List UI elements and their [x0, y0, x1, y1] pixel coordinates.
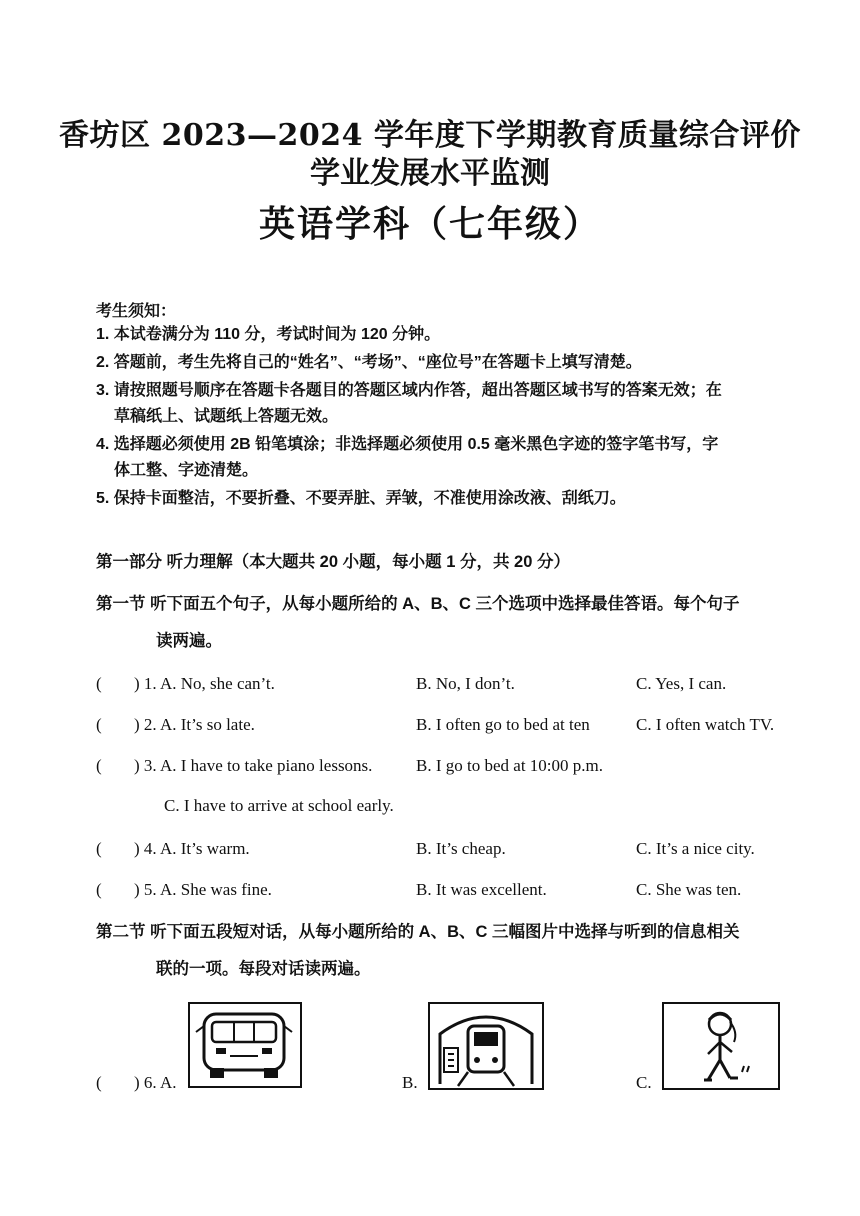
- notice-item-3: 3. 请按照题号顺序在答题卡各题目的答题区域内作答，超出答题区域书写的答案无效；在: [96, 382, 722, 399]
- q1-option-a: ) 1. A. No, she can’t.: [134, 674, 275, 693]
- q1-option-c: C. Yes, I can.: [636, 674, 727, 693]
- notice-item-5: 5. 保持卡面整洁，不要折叠、不要弄脏、弄皱，不准使用涂改液、刮纸刀。: [96, 490, 626, 507]
- section2-instructions: [96, 918, 796, 979]
- section1-line2: 读两遍。: [156, 632, 222, 650]
- q1-option-b: B. No, I don’t.: [416, 674, 515, 693]
- q4-option-c: C. It’s a nice city.: [636, 839, 755, 858]
- q5-option-c: C. She was ten.: [636, 880, 742, 899]
- q6-option-b-label: B.: [402, 1073, 418, 1092]
- q2-option-a: ) 2. A. It’s so late.: [134, 715, 255, 734]
- subway-picture: [428, 1002, 544, 1090]
- q6-option-c-label: C.: [636, 1073, 652, 1092]
- notice-heading: 考生须知：: [96, 303, 177, 320]
- walking-picture: [662, 1002, 780, 1090]
- exam-title-line2: 学业发展水平监测: [310, 156, 550, 191]
- q3-option-b: B. I go to bed at 10:00 p.m.: [416, 756, 603, 775]
- section1-instructions: [96, 590, 796, 651]
- q5-option-a: ) 5. A. She was fine.: [134, 880, 272, 899]
- notice-item-3-cont: 草稿纸上、试题纸上答题无效。: [114, 408, 339, 425]
- answer-paren: (: [96, 1073, 102, 1092]
- q2-option-c: C. I often watch TV.: [636, 715, 775, 734]
- q4-option-b: B. It’s cheap.: [416, 839, 506, 858]
- notice-item-2: 2. 答题前，考生先将自己的“姓名”、“考场”、“座位号”在答题卡上填写清楚。: [96, 354, 642, 371]
- q4-option-a: ) 4. A. It’s warm.: [134, 839, 250, 858]
- subway-icon: [430, 1004, 542, 1088]
- part1-heading: 第一部分 听力理解（本大题共 20 小题，每小题 1 分，共 20 分）: [96, 553, 570, 571]
- notice-item-1: 1. 本试卷满分为 110 分，考试时间为 120 分钟。: [96, 326, 441, 343]
- q3-option-c: C. I have to arrive at school early.: [164, 796, 394, 815]
- exam-title-line1: 香坊区 2023—2024 学年度下学期教育质量综合评价: [59, 118, 801, 153]
- q5-option-b: B. It was excellent.: [416, 880, 547, 899]
- walking-girl-icon: [664, 1004, 778, 1088]
- q6-label: ) 6. A.: [134, 1073, 177, 1092]
- section2-line1: 第二节 听下面五段短对话，从每小题所给的 A、B、C 三幅图片中选择与听到的信息相关: [96, 923, 740, 941]
- exam-subject-title: 英语学科（七年级）: [258, 203, 601, 245]
- answer-paren: (: [96, 839, 102, 858]
- section1-line1: 第一节 听下面五个句子，从每小题所给的 A、B、C 三个选项中选择最佳答语。每个句子: [96, 595, 740, 613]
- q2-option-b: B. I often go to bed at ten: [416, 715, 590, 734]
- answer-paren: (: [96, 674, 102, 693]
- answer-paren: (: [96, 880, 102, 899]
- section2-line2: 联的一项。每段对话读两遍。: [156, 960, 371, 978]
- bus-icon: [190, 1004, 300, 1086]
- notice-item-4-cont: 体工整、字迹清楚。: [114, 462, 259, 479]
- answer-paren: (: [96, 715, 102, 734]
- notice-item-4: 4. 选择题必须使用 2B 铅笔填涂；非选择题必须使用 0.5 毫米黑色字迹的签字笔书写，字: [96, 436, 719, 453]
- q3-option-a: ) 3. A. I have to take piano lessons.: [134, 756, 373, 775]
- answer-paren: (: [96, 756, 102, 775]
- bus-picture: [188, 1002, 302, 1088]
